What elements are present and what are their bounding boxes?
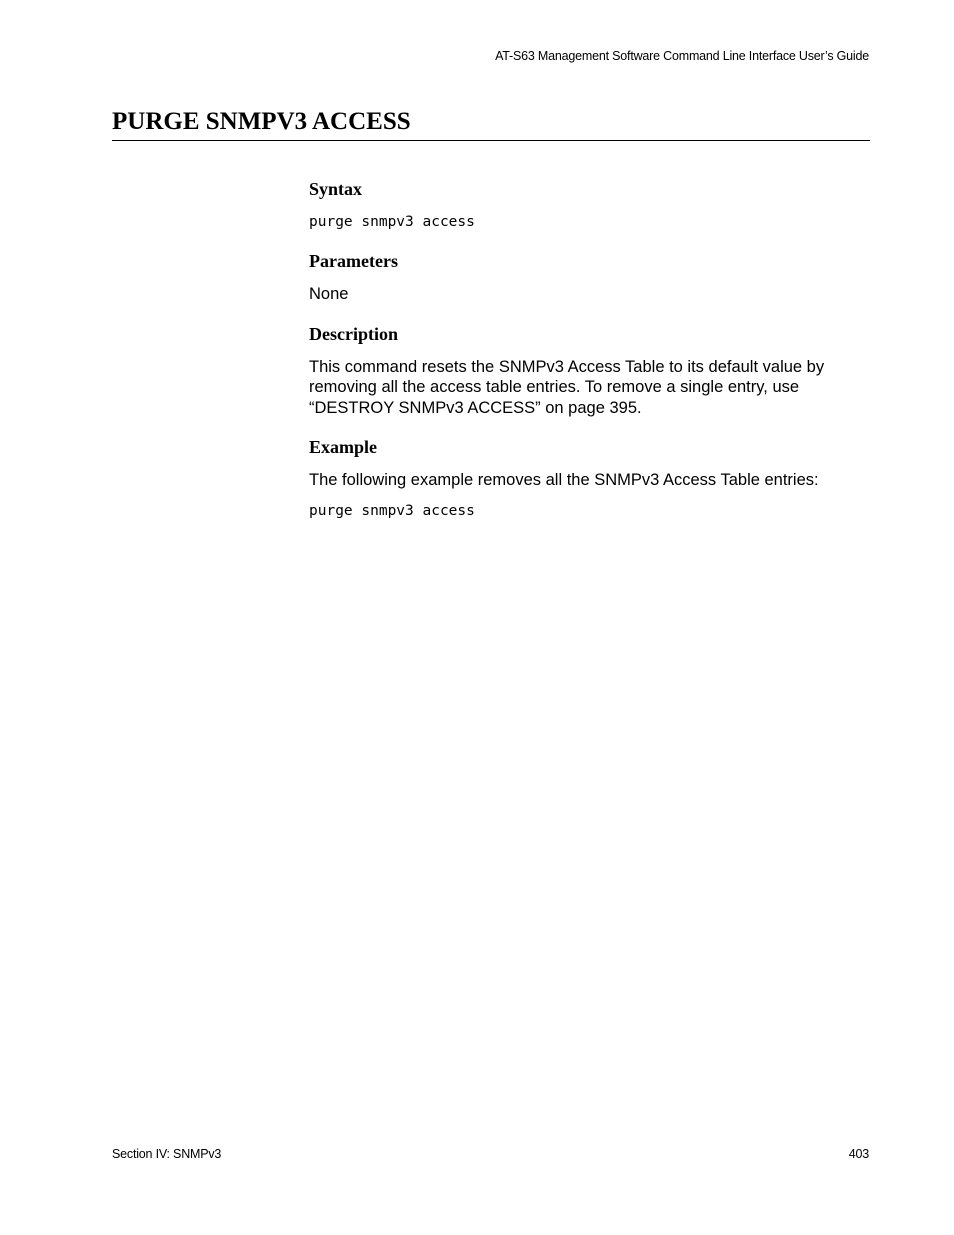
main-content (309, 176, 870, 521)
syntax-code: purge snmpv3 access (309, 214, 475, 230)
footer-section-label: Section IV: SNMPv3 (112, 1147, 222, 1161)
syntax-heading: Syntax (309, 179, 363, 199)
parameters-heading: Parameters (309, 251, 398, 271)
footer-page-number: 403 (848, 1147, 869, 1161)
example-text: The following example removes all the SNMPv3 Access Table entries: (309, 471, 819, 489)
parameters-text: None (309, 285, 349, 303)
page-title: PURGE SNMPV3 ACCESS (112, 108, 411, 135)
description-text: This command resets the SNMPv3 Access Table to its default value by removing all the access table entries. To remove a single entry, use “DESTROY SNMPv3 ACCESS” on page 395. (309, 357, 825, 417)
example-code: purge snmpv3 access (309, 502, 475, 519)
running-header: AT-S63 Management Software Command Line Interface User’s Guide (495, 49, 869, 63)
example-heading: Example (309, 437, 378, 457)
title-divider (112, 140, 870, 141)
description-heading: Description (309, 323, 398, 344)
